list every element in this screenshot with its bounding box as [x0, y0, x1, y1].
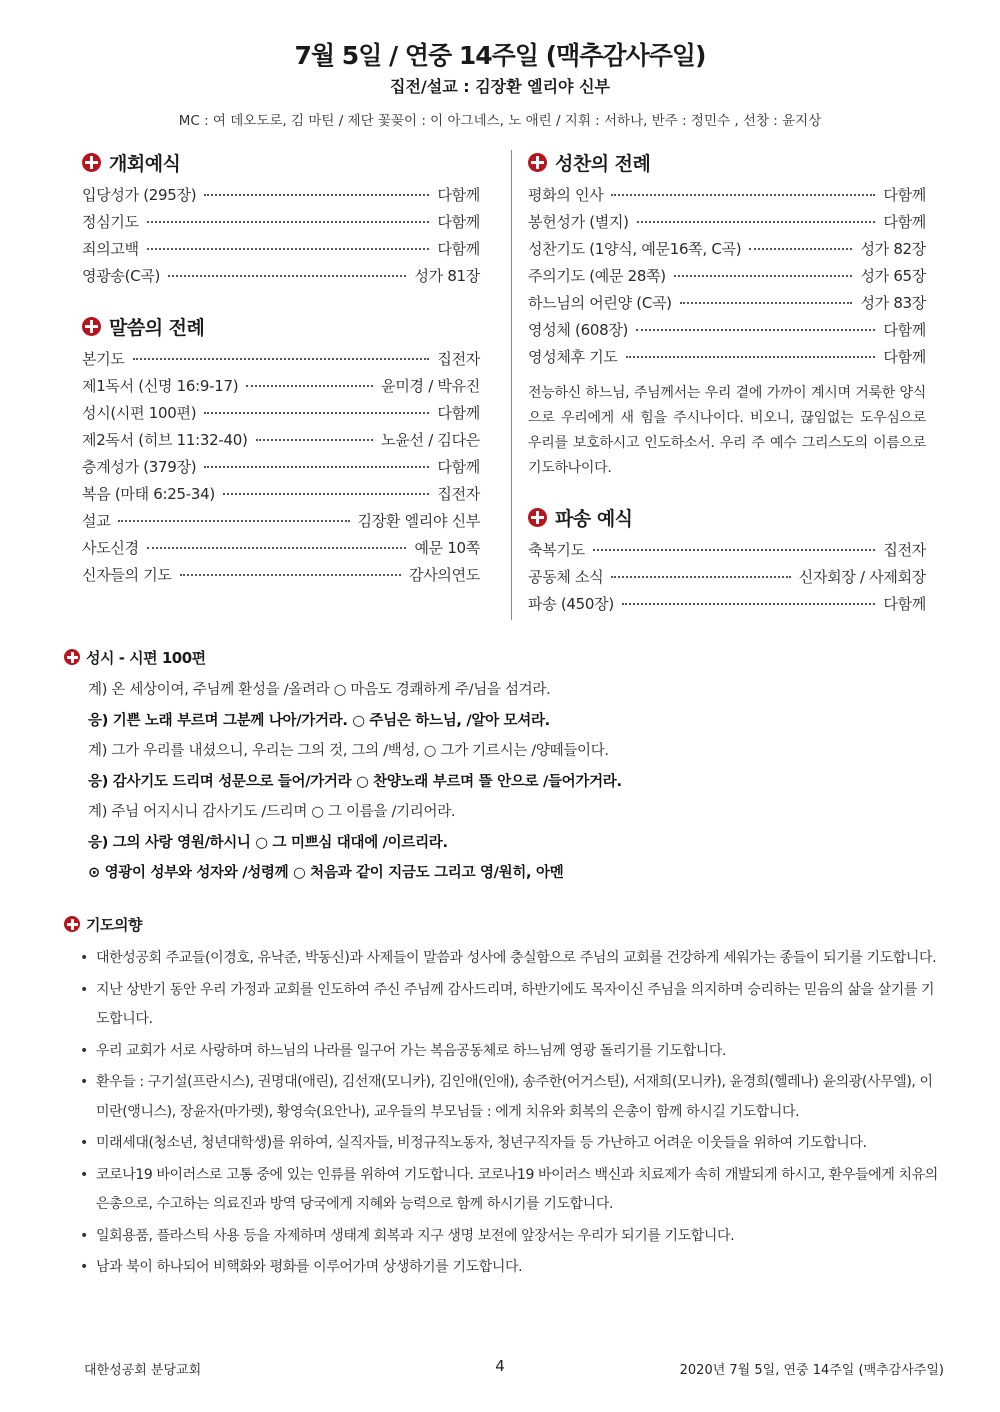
order-item-value: 신자회장 / 사제회장 — [798, 568, 926, 586]
dot-leader — [256, 439, 374, 441]
order-item-label: 복음 (마태 6:25-34) — [82, 485, 215, 503]
psalm-verse: 계) 그가 우리를 내셨으니, 우리는 그의 것, 그의 /백성, ○ 그가 기르시는 /양떼들이다. — [88, 743, 609, 759]
presider-line: 집전/설교 : 김장환 엘리야 신부 — [390, 77, 610, 96]
dot-leader — [204, 466, 429, 468]
word-section-heading — [82, 312, 480, 340]
dot-leader — [611, 576, 790, 578]
order-item-label: 정심기도 — [82, 213, 139, 231]
order-item-value: 집전자 — [883, 541, 926, 559]
intention-item: • 코로나19 바이러스로 고통 중에 있는 인류를 위하여 기도합니다. 코로나19 바이러스 백신과 치료제가 속히 개발되게 하시고, 환우들에게 치유의 은총으로, 수고하는 의료진과 방역 당국에게 지혜와 능력으로 함께 하시기를 기도합니다. — [64, 1161, 940, 1220]
dot-leader — [147, 547, 407, 549]
dot-leader — [593, 549, 876, 551]
dot-leader — [637, 221, 876, 223]
dot-leader — [749, 248, 852, 250]
order-item — [82, 483, 480, 510]
order-item-label: 성시(시편 100편) — [82, 404, 197, 422]
order-item-value: 다함께 — [883, 186, 926, 204]
dot-leader — [611, 194, 875, 196]
order-item-value: 성가 83장 — [860, 294, 926, 312]
post-communion-prayer-text: 전능하신 하느님, 주님께서는 우리 곁에 가까이 계시며 거룩한 양식으로 우리에게 새 힘을 주시나이다. 비오니, 끊임없는 도우심으로 우리를 보호하시고 인도하소서. 우리 주 예수 그리스도의 이름으로 기도하나이다. — [528, 385, 926, 476]
red-cross-icon — [82, 317, 101, 336]
roles-line: MC : 여 데오도로, 김 마틴 / 제단 꽃꽂이 : 이 아그네스, 노 애린 / 지휘 : 서하나, 반주 : 정민수 , 선창 : 윤지상 — [178, 113, 822, 129]
order-item — [82, 211, 480, 238]
order-item-value: 다함께 — [437, 240, 480, 258]
section-title: 성시 - 시편 100편 — [86, 648, 206, 667]
order-item — [528, 265, 926, 292]
order-item-value: 성가 65장 — [860, 267, 926, 285]
order-item-label: 하느님의 어린양 (C곡) — [528, 294, 672, 312]
footer-church-name: 대한성공회 분당교회 — [84, 1363, 202, 1378]
psalm-response: 응) 그의 사랑 영원/하시니 ○ 그 미쁘심 대대에 /이르리라. — [88, 834, 448, 851]
order-item-label: 신자들의 기도 — [82, 566, 172, 584]
dot-leader — [223, 493, 430, 495]
column-divider — [511, 150, 512, 620]
order-item-label: 사도신경 — [82, 539, 139, 557]
order-item — [528, 539, 926, 566]
dot-leader — [246, 385, 373, 387]
order-item-label: 본기도 — [82, 350, 125, 368]
order-item-label: 입당성가 (295장) — [82, 186, 197, 204]
order-item-value: 다함께 — [437, 458, 480, 476]
psalm-verse: 계) 주님 어지시니 감사기도 /드리며 ○ 그 이름을 /기리어라. — [88, 804, 456, 820]
order-item-label: 영광송(C곡) — [82, 267, 161, 285]
page-title: 7월 5일 / 연중 14주일 (맥추감사주일) — [294, 41, 706, 70]
dot-leader — [204, 412, 429, 414]
order-item — [82, 429, 480, 456]
order-item-value: 성가 81장 — [414, 267, 480, 285]
section-spacer — [82, 292, 480, 312]
dot-leader — [180, 574, 401, 576]
order-item-value: 윤미경 / 박유진 — [381, 377, 480, 395]
dot-leader — [626, 356, 876, 358]
red-cross-icon — [528, 508, 547, 527]
section-title: 말씀의 전례 — [109, 316, 205, 339]
order-item-label: 제1독서 (신명 16:9-17) — [82, 377, 239, 395]
order-item-value: 다함께 — [437, 213, 480, 231]
red-cross-icon — [64, 649, 80, 665]
dot-leader — [674, 275, 853, 277]
psalm-section — [64, 645, 944, 889]
order-item-value: 감사의연도 — [409, 566, 480, 584]
dot-leader — [636, 329, 875, 331]
order-item-value: 다함께 — [437, 404, 480, 422]
order-item — [82, 184, 480, 211]
order-item-label: 파송 (450장) — [528, 595, 614, 613]
order-item-value: 집전자 — [437, 485, 480, 503]
prayer-intentions-section — [64, 912, 940, 1285]
order-item-label: 설교 — [82, 512, 111, 530]
order-item — [82, 348, 480, 375]
order-item — [82, 510, 480, 537]
order-item — [528, 566, 926, 593]
dot-leader — [147, 221, 430, 223]
order-item — [528, 319, 926, 346]
intention-item: • 일회용품, 플라스틱 사용 등을 자제하며 생태계 회복과 지구 생명 보전에 앞장서는 우리가 되기를 기도합니다. — [64, 1222, 940, 1252]
section-title: 성찬의 전례 — [555, 152, 651, 175]
order-item — [528, 211, 926, 238]
order-item-value: 김장환 엘리야 신부 — [357, 512, 480, 530]
psalm-response: 응) 감사기도 드리며 성문으로 들어/가거라 ○ 찬양노래 부르며 뜰 안으로 /들어가거라. — [88, 773, 622, 790]
dot-leader — [133, 358, 430, 360]
psalm-heading — [64, 645, 944, 669]
intention-item: • 환우들 : 구기설(프란시스), 권명대(애린), 김선재(모니카), 김인애(인애), 송주한(어거스틴), 서재희(모니카), 윤경희(헬레나) 윤의광(사무엘), 이미란(앵니스), 장윤자(마가렛), 황영숙(요안나), 교우들의 부모님들 : 에게 치유와 회복의 은총이 함께 하시길 기도합니다. — [64, 1068, 940, 1127]
section-title: 기도의향 — [86, 915, 142, 934]
right-column — [528, 148, 926, 620]
red-cross-icon — [528, 153, 547, 172]
dot-leader — [147, 248, 430, 250]
order-item — [528, 593, 926, 620]
order-item-value: 집전자 — [437, 350, 480, 368]
order-item — [82, 537, 480, 564]
order-item-label: 축복기도 — [528, 541, 585, 559]
page-number: 4 — [495, 1357, 505, 1375]
order-item-label: 죄의고백 — [82, 240, 139, 258]
gloria-patri: ⊙ 영광이 성부와 성자와 /성령께 ○ 처음과 같이 지금도 그리고 영/원히, 아멘 — [88, 865, 564, 881]
red-cross-icon — [64, 916, 80, 932]
intention-item: • 우리 교회가 서로 사랑하며 하느님의 나라를 일구어 가는 복음공동체로 하느님께 영광 돌리기를 기도합니다. — [64, 1037, 940, 1067]
order-item-label: 성찬기도 (1양식, 예문16쪽, C곡) — [528, 240, 742, 258]
dismissal-section-heading — [528, 503, 926, 531]
psalm-response: 응) 기쁜 노래 부르며 그분께 나아/가거라. ○ 주님은 하느님, /알아 모셔라. — [88, 712, 550, 729]
dot-leader — [680, 302, 853, 304]
order-item-label: 공동체 소식 — [528, 568, 604, 586]
intentions-heading — [64, 912, 940, 936]
order-item-value: 다함께 — [437, 186, 480, 204]
order-item — [82, 564, 480, 591]
psalm-verse: 계) 온 세상이여, 주님께 환성을 /올려라 ○ 마음도 경쾌하게 주/님을 섬겨라. — [88, 682, 551, 698]
red-cross-icon — [82, 153, 101, 172]
order-item-value: 다함께 — [883, 321, 926, 339]
footer-date: 2020년 7월 5일, 연중 14주일 (맥추감사주일) — [679, 1363, 944, 1378]
dot-leader — [118, 520, 349, 522]
order-item — [528, 346, 926, 373]
order-item-label: 봉헌성가 (별지) — [528, 213, 629, 231]
section-spacer — [528, 481, 926, 503]
section-title: 파송 예식 — [555, 507, 633, 530]
intention-item: • 지난 상반기 동안 우리 가정과 교회를 인도하여 주신 주님께 감사드리며, 하반기에도 목자이신 주님을 의지하며 승리하는 믿음의 삶을 살기를 기도합니다. — [64, 976, 940, 1035]
order-item — [528, 238, 926, 265]
order-item-value: 다함께 — [883, 213, 926, 231]
dot-leader — [168, 275, 406, 277]
order-item — [528, 292, 926, 319]
order-item — [528, 184, 926, 211]
intention-item: • 남과 북이 하나되어 비핵화와 평화를 이루어가며 상생하기를 기도합니다. — [64, 1253, 940, 1283]
order-item — [82, 402, 480, 429]
order-item-label: 제2독서 (히브 11:32-40) — [82, 431, 248, 449]
order-item — [82, 375, 480, 402]
left-column — [82, 148, 480, 591]
section-title: 개회예식 — [109, 152, 181, 175]
order-item-value: 다함께 — [883, 595, 926, 613]
dot-leader — [204, 194, 429, 196]
order-item — [82, 265, 480, 292]
order-item-value: 예문 10쪽 — [414, 539, 480, 557]
order-item-value: 노윤선 / 김다은 — [381, 431, 480, 449]
intention-item: • 미래세대(청소년, 청년대학생)를 위하여, 실직자들, 비정규직노동자, 청년구직자들 등 가난하고 어려운 이웃들을 위하여 기도합니다. — [64, 1129, 940, 1159]
order-item-label: 층계성가 (379장) — [82, 458, 197, 476]
opening-section-heading — [82, 148, 480, 176]
intention-item: • 대한성공회 주교들(이경호, 유낙준, 박동신)과 사제들이 말씀과 성사에 충실함으로 주님의 교회를 건강하게 세워가는 종들이 되기를 기도합니다. — [64, 944, 940, 974]
order-item-label: 영성체 (608장) — [528, 321, 629, 339]
order-item-label: 주의기도 (예문 28쪽) — [528, 267, 666, 285]
order-item-value: 다함께 — [883, 348, 926, 366]
dot-leader — [622, 603, 876, 605]
order-item-value: 성가 82장 — [860, 240, 926, 258]
order-item-label: 평화의 인사 — [528, 186, 604, 204]
order-item-label: 영성체후 기도 — [528, 348, 618, 366]
eucharist-section-heading — [528, 148, 926, 176]
order-item — [82, 238, 480, 265]
order-item — [82, 456, 480, 483]
